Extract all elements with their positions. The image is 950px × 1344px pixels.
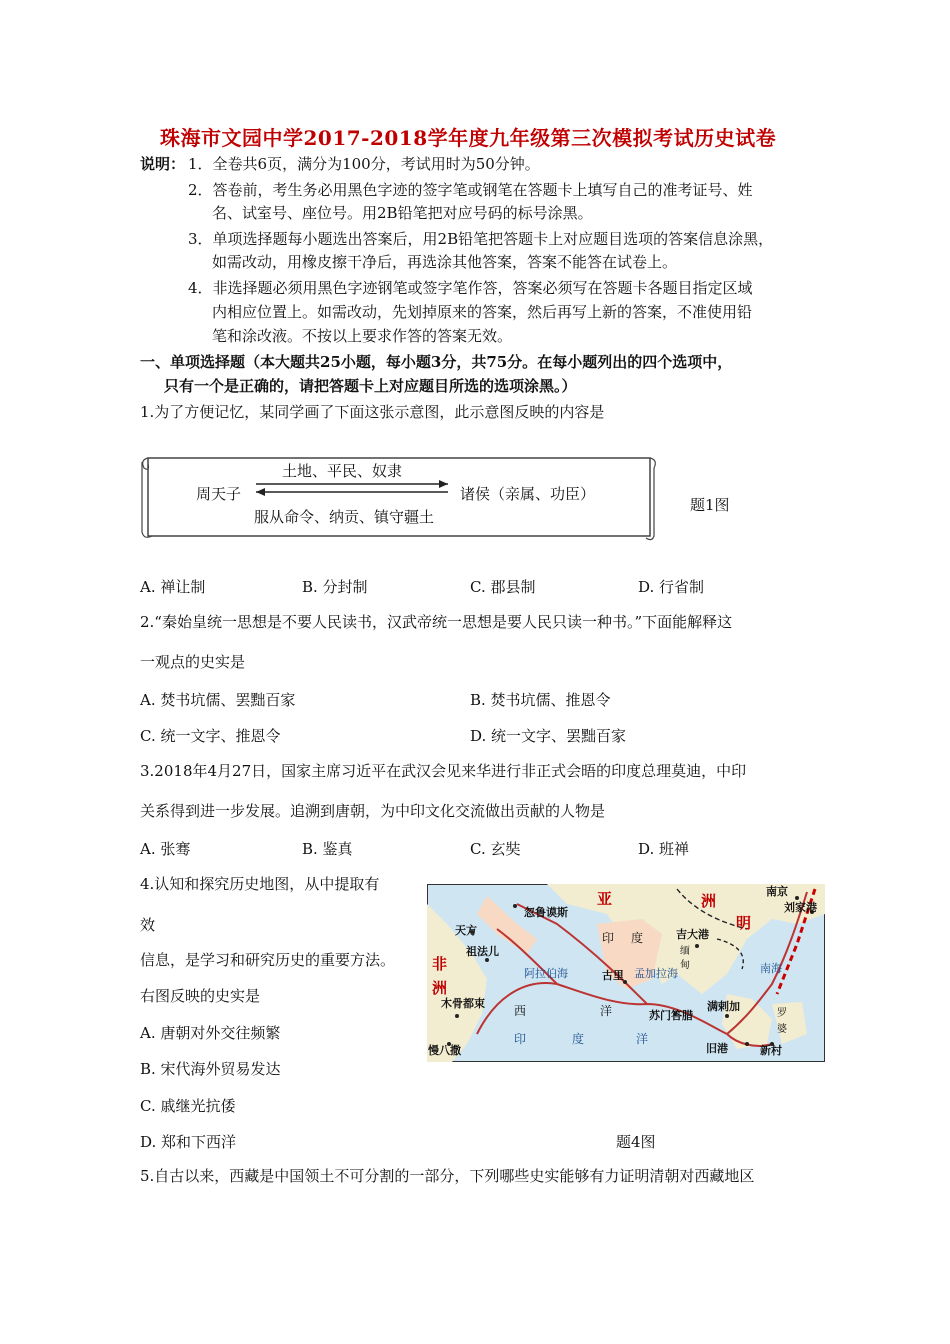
map-label: 甸 (680, 960, 690, 971)
map-label: 祖法儿 (466, 945, 499, 958)
instruction-line: 如需改动，用橡皮擦干净后，再选涂其他答案，答案不能答在试卷上。 (212, 253, 678, 271)
map-label: 古里 (602, 969, 624, 982)
option-c: C. 郡县制 (470, 578, 536, 596)
figure-caption: 题4图 (616, 1133, 656, 1151)
option-d: D. 统一文字、罢黜百家 (470, 727, 627, 745)
section-heading: 只有一个是正确的，请把答题卡上对应题目所选的选项涂黑。） (164, 377, 577, 395)
question-stem: 4.认知和探究历史地图，从中提取有 (140, 875, 380, 893)
map-label: 孟加拉海 (634, 967, 678, 980)
map-label: 缅 (680, 946, 690, 957)
instruction-line: 名、试室号、座位号。用2B铅笔把对应号码的标号涂黑。 (212, 204, 593, 222)
map-label: 度 (572, 1032, 585, 1046)
question-stem: 一观点的史实是 (140, 653, 246, 671)
option-d: D. 班禅 (638, 840, 690, 858)
instruction-line: 2．答卷前，考生务必用黑色字迹的签字笔或钢笔在答题卡上填写自己的准考证号、姓 (188, 181, 753, 199)
option-b: B. 焚书坑儒、推恩令 (470, 691, 611, 709)
question-stem: 5.自古以来，西藏是中国领土不可分割的一部分，下列哪些史实能够有力证明清朝对西藏地区 (140, 1167, 755, 1185)
map-label: 慢八撒 (428, 1044, 461, 1057)
map-label: 洲 (701, 892, 717, 910)
map-label: 阿拉伯海 (524, 967, 568, 980)
page-title: 珠海市文园中学2017-2018学年度九年级第三次模拟考试历史试卷 (160, 126, 777, 150)
option-d: D. 行省制 (638, 578, 705, 596)
map-label: 婆 (777, 1024, 787, 1035)
map-label: 忽鲁谟斯 (524, 906, 568, 919)
map-label: 西 (514, 1004, 527, 1018)
question-stem: 1.为了方便记忆，某同学画了下面这张示意图，此示意图反映的内容是 (140, 403, 605, 421)
diagram-bottom-label: 服从命令、纳贡、镇守疆土 (254, 508, 435, 526)
option-c: C. 玄奘 (470, 840, 521, 858)
question-stem: 效 (140, 916, 156, 934)
option-d: D. 郑和下西洋 (140, 1133, 237, 1151)
section-heading: 一、单项选择题（本大题共25小题，每小题3分，共75分。在每小题列出的四个选项中， (140, 353, 733, 371)
map-label: 南京 (766, 885, 788, 898)
option-c: C. 戚继光抗倭 (140, 1097, 236, 1115)
instruction-line: 内相应位置上。如需改动，先划掉原来的答案，然后再写上新的答案，不准使用铅 (212, 303, 753, 321)
figure-caption: 题1图 (690, 496, 730, 514)
option-b: B. 宋代海外贸易发达 (140, 1060, 281, 1078)
question-stem: 关系得到进一步发展。追溯到唐朝，为中印文化交流做出贡献的人物是 (140, 802, 606, 820)
option-a: A. 张骞 (140, 840, 191, 858)
question-stem: 2.“秦始皇统一思想是不要人民读书，汉武帝统一思想是要人民只读一种书。”下面能解释这 (140, 613, 733, 631)
map-label: 满剌加 (707, 1000, 740, 1013)
option-a: A. 唐朝对外交往频繁 (140, 1024, 281, 1042)
instruction-line: 4．非选择题必须用黑色字迹钢笔或签字笔作答，答案必须写在答题卡各题目指定区域 (188, 279, 753, 297)
diagram-right-label: 诸侯（亲属、功臣） (460, 485, 596, 503)
instruction-line: 1．全卷共6页，满分为100分，考试用时为50分钟。 (188, 155, 540, 173)
option-a: A. 禅让制 (140, 578, 206, 596)
question-stem: 3.2018年4月27日，国家主席习近平在武汉会见来华进行非正式会晤的印度总理莫迪，中印 (140, 762, 747, 780)
instructions-label: 说明： (140, 155, 186, 173)
map-label: 旧港 (706, 1042, 728, 1055)
map-label: 非 (432, 955, 448, 973)
map-label: 吉大港 (676, 928, 709, 941)
map-label: 苏门答腊 (649, 1009, 693, 1022)
map-label: 亚 (597, 890, 613, 908)
diagram-top-label: 土地、平民、奴隶 (282, 462, 403, 480)
map-label: 刘家港 (784, 901, 817, 914)
instruction-line: 笔和涂改液。不按以上要求作答的答案无效。 (212, 327, 513, 345)
question-stem: 右图反映的史实是 (140, 987, 261, 1005)
map-label: 印 (602, 931, 615, 945)
option-b: B. 鉴真 (302, 840, 353, 858)
map-label: 木骨都束 (441, 997, 485, 1010)
map-label: 明 (736, 914, 752, 932)
map-label: 洋 (636, 1032, 649, 1046)
option-b: B. 分封制 (302, 578, 368, 596)
map-label: 南海 (760, 962, 782, 975)
instruction-line: 3．单项选择题每小题选出答案后，用2B铅笔把答题卡上对应题目选项的答案信息涂黑， (188, 230, 774, 248)
map-label: 洋 (600, 1004, 613, 1018)
option-c: C. 统一文字、推恩令 (140, 727, 281, 745)
map-label: 新村 (760, 1044, 782, 1057)
map-label: 罗 (777, 1008, 787, 1019)
question-stem: 信息，是学习和研究历史的重要方法。 (140, 951, 396, 969)
map-label: 度 (631, 931, 644, 945)
map-label: 天方 (455, 924, 477, 937)
diagram-left-label: 周天子 (196, 485, 242, 503)
option-a: A. 焚书坑儒、罢黜百家 (140, 691, 296, 709)
map-label: 洲 (432, 979, 448, 997)
map-label: 印 (514, 1032, 527, 1046)
